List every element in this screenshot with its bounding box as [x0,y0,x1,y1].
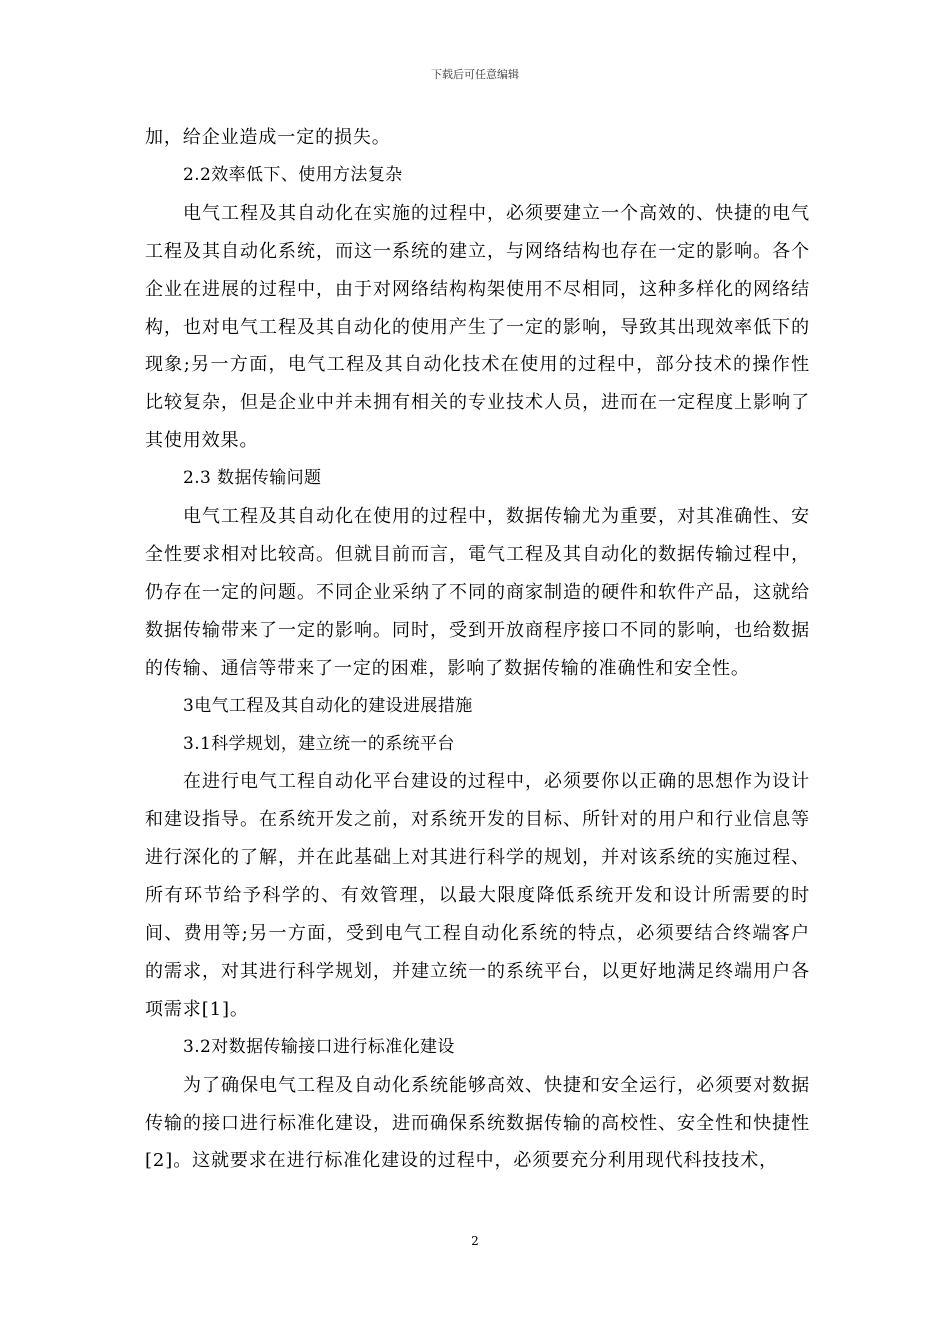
section-heading-3-2: 3.2对数据传输接口进行标准化建设 [183,1036,455,1057]
section-heading-3: 3电气工程及其自动化的建设进展措施 [183,695,473,716]
paragraph-continuation: 加，给企业造成一定的损失。 [145,127,391,148]
paragraph-interface-standardization: 为了确保电气工程及自动化系统能够高效、快捷和安全运行，必须要对数据传输的接口进行标准化建设，进而确保系统数据传输的高校性、安全性和快捷性[2]。这就要求在进行标准化建设的过程中，必须要充分利用现代科技技术， [145,1074,810,1172]
section-heading-2-2: 2.2效率低下、使用方法复杂 [183,164,403,185]
section-heading-3-1: 3.1科学规划，建立统一的系统平台 [183,733,455,754]
page-header: 下载后可任意编辑 [431,68,519,81]
page-number: 2 [471,1234,479,1248]
paragraph-data-transmission: 电气工程及其自动化在使用的过程中，数据传输尤为重要，对其准确性、安全性要求相对比较高。但就目前而言，電气工程及其自动化的数据传输过程中，仍存在一定的问题。不同企业采纳了不同的商家制造的硬件和软件产品，这就给数据传输带来了一定的影响。同时，受到开放商程序接口不同的影响，也给数据的传输、通信等带来了一定的困难，影响了数据传输的准确性和安全性。 [145,506,810,679]
document-body [145,119,810,1180]
paragraph-planning: 在进行电气工程自动化平台建设的过程中，必须要你以正确的思想作为设计和建设指导。在系统开发之前，对系统开发的目标、所针对的用户和行业信息等进行深化的了解，并在此基础上对其进行科学的规划，并对该系统的实施过程、所有环节给予科学的、有效管理，以最大限度降低系统开发和设计所需要的时间、费用等;另一方面，受到电气工程自动化系统的特点，必须要结合终端客户的需求，对其进行科学规划，并建立统一的系统平台，以更好地满足终端用户各项需求[1]。 [145,771,810,1020]
section-heading-2-3: 2.3 数据传输问题 [183,468,322,489]
paragraph-efficiency: 电气工程及其自动化在实施的过程中，必须要建立一个高效的、快捷的电气工程及其自动化系统，而这一系统的建立，与网络结构也存在一定的影响。各个企业在进展的过程中，由于对网络结构构架使用不尽相同，这种多样化的网络结构，也对电气工程及其自动化的使用产生了一定的影响，导致其出现效率低下的现象;另一方面，电气工程及其自动化技术在使用的过程中，部分技术的操作性比较复杂，但是企业中并未拥有相关的专业技术人员，进而在一定程度上影响了其使用效果。 [145,202,810,452]
